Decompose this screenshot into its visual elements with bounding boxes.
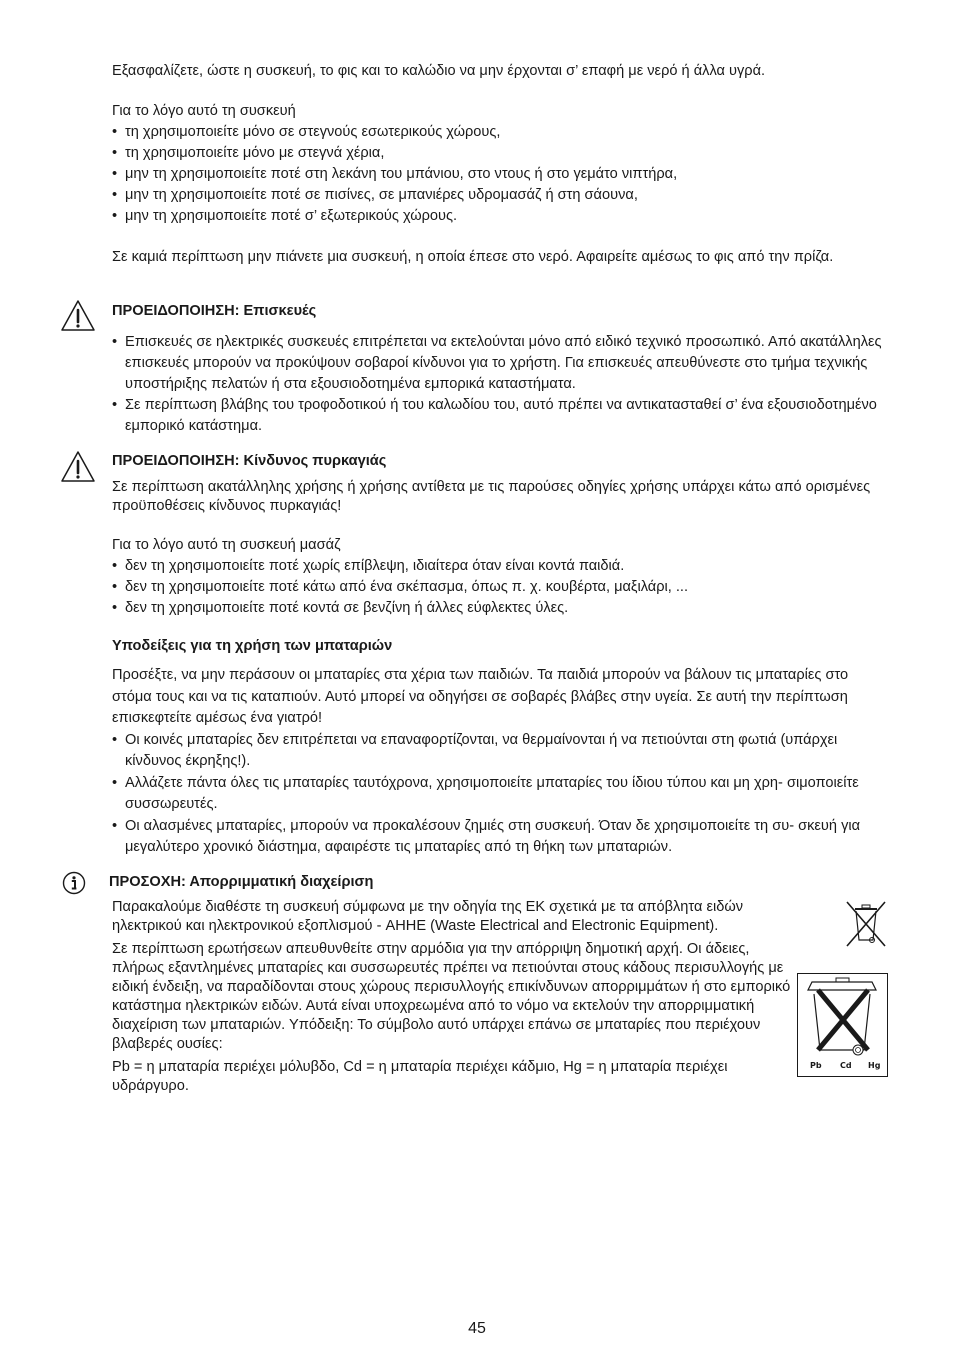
repairs-section <box>112 301 890 437</box>
batteries-section <box>112 636 890 859</box>
intro-list-block <box>112 101 890 227</box>
list-item: • μην τη χρησιμοποιείτε ποτέ σ’ εξωτερικούς χώρους. <box>112 206 890 227</box>
section-heading: ΠΡΟΣΟΧΗ: Απορριμματική διαχείριση <box>109 874 374 890</box>
section-heading: ΠΡΟΕΙΔΟΠΟΙΗΣΗ: Επισκευές <box>112 303 317 319</box>
list-item: • τη χρησιμοποιείτε μόνο με στεγνά χέρια, <box>112 143 890 164</box>
fire-lead: Για το λόγο αυτό τη συσκευή μασάζ <box>112 537 341 553</box>
fire-section <box>112 451 890 619</box>
fire-bullet-list <box>112 556 890 619</box>
symbol-label-pb: Pb <box>810 1061 822 1070</box>
crossed-out-bin-icon <box>798 974 887 1058</box>
section-heading: ΠΡΟΕΙΔΟΠΟΙΗΣΗ: Κίνδυνος πυρκαγιάς <box>112 453 387 469</box>
warning-triangle-icon <box>60 450 96 483</box>
info-circle-icon <box>62 871 86 895</box>
disposal-paragraph-1: Παρακαλούμε διαθέστε τη συσκευή σύμφωνα με την οδηγία της ΕΚ σχετικά με τα απόβλητα ειδών ηλεκτρικού και ηλεκτρονικού εξοπλισμού - AHHE (Waste Electrical and Electronic Equipment). <box>112 899 744 934</box>
list-item: • δεν τη χρησιμοποιείτε ποτέ χωρίς επίβλεψη, ιδιαίτερα όταν είναι κοντά παιδιά. <box>112 556 890 577</box>
section-heading: Υποδείξεις για τη χρήση των μπαταριών <box>112 638 393 654</box>
batteries-bullet-list <box>112 730 890 859</box>
crossed-out-bin-icon <box>841 898 891 950</box>
list-item: • Αλλάζετε πάντα όλες τις μπαταρίες ταυτόχρονα, χρησιμοποιείτε μπαταρίες του ίδιου τύπου και μη χρη- σιμοποιείτε συσσωρευτές. <box>112 773 890 816</box>
disposal-paragraph-2: Σε περίπτωση ερωτήσεων απευθυνθείτε στην αρμόδια για την απόρριψη δημοτική αρχή. Οι άδειες, πλήρως εξαντλημένες μπαταρίες και συσσωρευτές πρέπει να πετιούνται στους κάδους περισυλλογής με ειδική ένδειξη, να παραδίδονται στους χώρους περισυλλογής επικίνδυνων απορριμμάτων ή στο εμπορικό κατάστημα ηλεκτρικών ειδών. Αυτά είναι υποχρεωμένα από το νόμο να εκτελούν την απορριμματική διαχείριση των μπαταριών. Υπόδειξη: Το σύμβολο αυτό υπάρχει επάνω σε μπαταρίες που περιέχουν βλαβερές ουσίες: <box>112 941 791 1052</box>
battery-bin-icon <box>797 973 888 1077</box>
list-item: • δεν τη χρησιμοποιείτε ποτέ κοντά σε βενζίνη ή άλλες εύφλεκτες ύλες. <box>112 598 890 619</box>
water-warning-paragraph: Σε καμιά περίπτωση μην πιάνετε μια συσκευή, η οποία έπεσε στο νερό. Αφαιρείτε αμέσως το φις από την πρίζα. <box>112 249 834 265</box>
warning-triangle-icon <box>60 299 96 332</box>
page-number: 45 <box>468 1320 486 1337</box>
list-item: • Επισκευές σε ηλεκτρικές συσκευές επιτρέπεται να εκτελούνται μόνο από ειδικό τεχνικό προσωπικό. Από ακατάλληλες επισκευές μπορούν να προκύψουν σοβαροί κίνδυνοι για το χρήστη. Για επισκευές απευθύνεστε στο τμήμα τεχνικής υποστήριξης πελατών ή στα εξουσιοδοτημένα εμπορικά καταστήματα. <box>112 332 890 395</box>
list-item: • τη χρησιμοποιείτε μόνο σε στεγνούς εσωτερικούς χώρους, <box>112 122 890 143</box>
list-item: • μην τη χρησιμοποιείτε ποτέ στη λεκάνη του μπάνιου, στο ντους ή στο γεμάτο νιπτήρα, <box>112 164 890 185</box>
disposal-section <box>109 872 890 1096</box>
list-item: • Οι αλασμένες μπαταρίες, μπορούν να προκαλέσουν ζημιές στη συσκευή. Όταν δε χρησιμοποιείτε τη συ- σκευή για μεγαλύτερο χρονικό διάστημα, αφαιρέστε τις μπαταρίες από τη θήκη των μπαταριών. <box>112 816 890 859</box>
intro-bullet-list <box>112 122 890 227</box>
disposal-paragraph-3: Pb = η μπαταρία περιέχει μόλυβδο, Cd = η μπαταρία περιέχει κάδμιο, Hg = η μπαταρία περιέχει υδράργυρο. <box>112 1059 728 1094</box>
symbol-label-cd: Cd <box>840 1061 852 1070</box>
repairs-bullet-list <box>112 332 890 437</box>
list-item: • μην τη χρησιμοποιείτε ποτέ σε πισίνες, σε μπανιέρες υδρομασάζ ή στη σάουνα, <box>112 185 890 206</box>
list-item: • δεν τη χρησιμοποιείτε ποτέ κάτω από ένα σκέπασμα, όπως π. χ. κουβέρτα, μαξιλάρι, ... <box>112 577 890 598</box>
list-item: • Σε περίπτωση βλάβης του τροφοδοτικού ή του καλωδίου του, αυτό πρέπει να αντικατασταθεί σ’ ένα εξουσιοδοτημένο εμπορικό κατάστημα. <box>112 395 890 437</box>
batteries-paragraph: Προσέξτε, να μην περάσουν οι μπαταρίες στα χέρια των παιδιών. Τα παιδιά μπορούν να βάλουν τις μπαταρίες στο στόμα τους και να τις καταπιούν. Αυτό μπορεί να οδηγήσει σε σοβαρές βλάβες στην υγεία. Σε αυτή την περίπτωση επισκεφτείτε αμέσως ένα γιατρό! <box>112 667 849 726</box>
intro-lead: Για το λόγο αυτό τη συσκευή <box>112 103 296 119</box>
list-item: • Οι κοινές μπαταρίες δεν επιτρέπεται να επαναφορτίζονται, να θερμαίνονται ή να πετιούνται στη φωτιά (υπάρχει κίνδυνος έκρηξης!). <box>112 730 890 773</box>
symbol-label-hg: Hg <box>868 1061 881 1070</box>
fire-paragraph: Σε περίπτωση ακατάλληλης χρήσης ή χρήσης αντίθετα με τις παρούσες οδηγίες χρήσης υπάρχει κάτω από ορισμένες προϋποθέσεις κίνδυνος πυρκαγιάς! <box>112 479 871 514</box>
intro-paragraph: Εξασφαλίζετε, ώστε η συσκευή, το φις και το καλώδιο να μην έρχονται σ’ επαφή με νερό ή άλλα υγρά. <box>112 63 766 79</box>
